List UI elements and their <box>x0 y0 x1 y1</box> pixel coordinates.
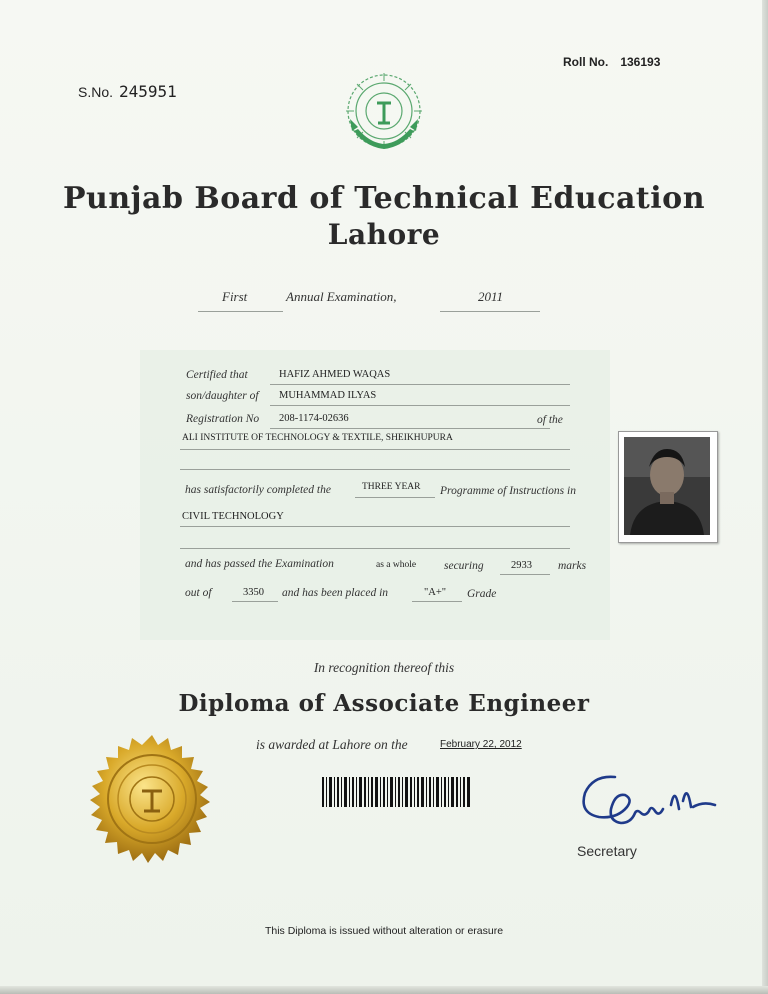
passed-label: and has passed the Examination <box>185 558 334 570</box>
roll-value: 136193 <box>620 55 661 69</box>
barcode <box>322 777 472 807</box>
award-date: February 22, 2012 <box>440 739 522 750</box>
registration-number: 208-1174-02636 <box>279 413 349 424</box>
marks-obtained: 2933 <box>511 560 532 571</box>
grade-value: "A+" <box>424 587 447 598</box>
serial-label: S.No. <box>78 84 114 100</box>
recognition-text: In recognition thereof this <box>313 660 455 675</box>
portrait-icon <box>624 437 710 535</box>
roll-number <box>563 55 660 69</box>
footer-note: This Diploma is issued without alteration or erasure <box>264 925 504 937</box>
parent-name: MUHAMMAD ILYAS <box>279 390 377 401</box>
marks-label: marks <box>558 560 587 572</box>
serial-number <box>78 82 177 101</box>
diploma-title: Diploma of Associate Engineer <box>178 690 590 717</box>
parent-label: son/daughter of <box>186 390 259 402</box>
placed-label: and has been placed in <box>282 587 389 599</box>
secretary-label: Secretary <box>577 843 637 859</box>
awarded-label: is awarded at Lahore on the <box>256 737 408 752</box>
page-edge-bottom <box>0 986 768 994</box>
programme-duration: THREE YEAR <box>362 482 421 492</box>
programme-label: Programme of Instructions in <box>440 485 576 497</box>
gold-seal-icon <box>84 733 220 869</box>
institute-name: ALI INSTITUTE OF TECHNOLOGY & TEXTILE, SHEIKHUPURA <box>182 433 453 443</box>
grade-label: Grade <box>467 588 497 600</box>
board-title: Punjab Board of Technical Education <box>62 181 706 216</box>
certified-label: Certified that <box>186 369 248 381</box>
student-photo <box>618 431 718 543</box>
total-marks: 3350 <box>243 587 264 598</box>
out-of-label: out of <box>185 587 212 599</box>
page-edge-right <box>762 0 768 994</box>
serial-value: 245951 <box>119 82 177 101</box>
exam-year: 2011 <box>478 289 504 304</box>
exam-term: First <box>222 289 248 304</box>
student-name: HAFIZ AHMED WAQAS <box>279 369 391 380</box>
exam-label: Annual Examination, <box>286 289 397 304</box>
completed-label: has satisfactorily completed the <box>185 484 331 496</box>
roll-label: Roll No. <box>563 55 609 69</box>
registration-label: Registration No <box>186 413 260 425</box>
secretary-signature <box>575 765 735 835</box>
as-whole-label: as a whole <box>376 560 417 570</box>
board-city: Lahore <box>327 218 441 251</box>
of-the-label: of the <box>537 414 563 426</box>
securing-label: securing <box>444 560 484 572</box>
board-logo-icon <box>336 65 432 161</box>
technology-name: CIVIL TECHNOLOGY <box>182 511 284 522</box>
